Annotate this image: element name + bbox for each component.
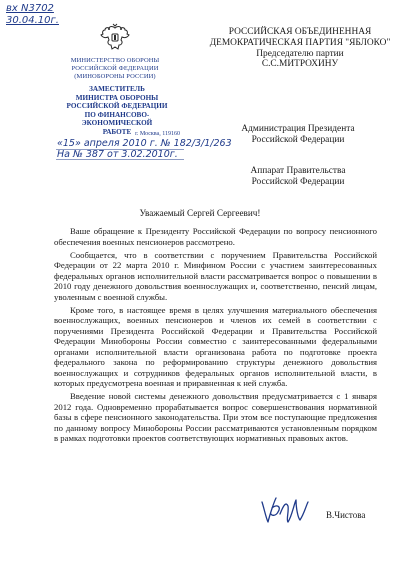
reference-number xyxy=(57,149,178,160)
deputy-line-1: ЗАМЕСТИТЕЛЬ xyxy=(89,85,145,93)
stamp-line-1: вх N3702 xyxy=(6,3,54,14)
deputy-line-5: РАБОТЕ xyxy=(102,127,132,136)
recipient-yabloko xyxy=(208,27,392,70)
deputy-line-3: РОССИЙСКОЙ ФЕДЕРАЦИИ xyxy=(66,102,168,111)
deputy-minister-header xyxy=(56,85,178,137)
reference-number-text: На № 387 от 3.02.2010г. xyxy=(57,149,178,160)
signer-name: В.Чистова xyxy=(326,510,366,520)
sender-city: г. Москва, 119160 xyxy=(135,131,180,137)
recipient-1-line-1: РОССИЙСКАЯ ОБЪЕДИНЕННАЯ xyxy=(228,27,372,37)
recipient-3-line-1: Аппарат Правительства xyxy=(250,166,346,176)
double-headed-eagle-icon xyxy=(99,22,131,54)
recipient-1-line-2: ДЕМОКРАТИЧЕСКАЯ ПАРТИЯ "ЯБЛОКО" xyxy=(209,37,391,48)
ministry-line-1: МИНИСТЕРСТВО ОБОРОНЫ xyxy=(70,57,160,64)
ministry-line-2: РОССИЙСКОЙ ФЕДЕРАЦИИ xyxy=(71,64,159,72)
paragraph-1: Ваше обращение к Президенту Российской Федерации по вопросу пенсионного обеспечения военных пенсионеров рассмотрено. xyxy=(54,226,377,247)
ministry-header xyxy=(60,57,170,80)
handwritten-signature xyxy=(258,494,318,528)
paragraph-2: Сообщается, что в соответствии с поручением Правительства Российской Федерации от 22 марта 2010 г. Минфином России с участием заинтересованных федеральных органов исполнительной власти рассматривается вопрос о повышении в 2010 году денежного довольствия военнослужащих и, соответственно, пенсий лицам, уволенным с военной службы. xyxy=(54,249,377,302)
paragraph-3: Кроме того, в настоящее время в целях улучшения материального обеспечения военнослужащих, военных пенсионеров и членов их семей в соответствии с поручениями Президента Российской Федерации и Правительства Российской Федерации Минобороны России совместно с заинтересованными федеральными органами исполнительной власти организована работа по подготовке проекта федерального закона по реформированию структуры денежного довольствия военнослужащих и сотрудников федеральных органов исполнительной власти, в которых предусмотрена военная и приравненная к ней служба. xyxy=(54,304,377,388)
recipient-2-line-2: Российской Федерации xyxy=(251,134,345,145)
stamp-line-2: 30.04.10г. xyxy=(6,15,59,26)
recipient-1-line-3: Председателю партии xyxy=(256,48,344,59)
greeting: Уважаемый Сергей Сергеевич! xyxy=(139,208,261,218)
paragraph-4: Введение новой системы денежного довольствия предусматривается с 1 января 2012 года. Одновременно прорабатывается вопрос совершенствования нормативной базы в сфере пенсионного законодательства. При этом все поступающие предложения по данному вопросу Минобороны России рассматриваются установленным порядком в рамках подготовки проектов соответствующих нормативных правовых актов. xyxy=(54,391,377,443)
recipient-2-line-1: Администрация Президента xyxy=(241,124,355,134)
letter-body xyxy=(54,226,377,446)
deputy-line-4: ПО ФИНАНСОВО-ЭКОНОМИЧЕСКОЙ xyxy=(81,110,153,128)
recipient-1-line-4: С.С.МИТРОХИНУ xyxy=(261,59,339,70)
recipient-government-staff xyxy=(214,166,382,188)
incoming-stamp xyxy=(6,3,59,27)
recipient-president-admin xyxy=(214,124,382,146)
outgoing-date-text: «15» апреля 2010 г. № 182/3/1/263 xyxy=(57,138,232,149)
recipient-3-line-2: Российской Федерации xyxy=(251,176,345,187)
deputy-line-2: МИНИСТРА ОБОРОНЫ xyxy=(75,93,159,102)
ministry-line-3: (МИНОБОРОНЫ РОССИИ) xyxy=(74,72,156,80)
